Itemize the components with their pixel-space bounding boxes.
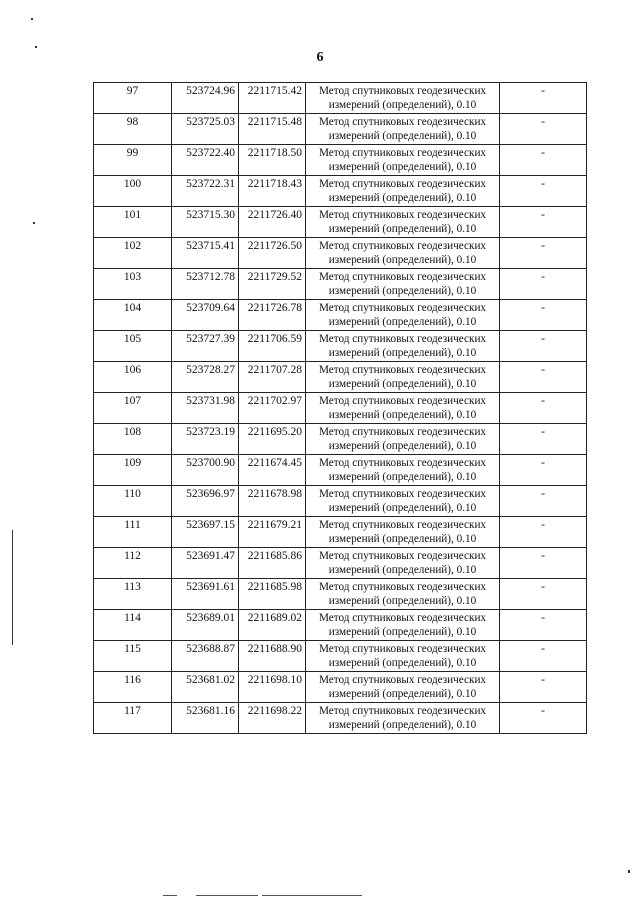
coordinates-table-body (94, 83, 587, 734)
y-coordinate-cell: 2211726.78 (239, 300, 306, 331)
y-coordinate-cell: 2211706.59 (239, 331, 306, 362)
x-coordinate-cell: 523688.87 (172, 641, 239, 672)
extra-cell: - (500, 424, 587, 455)
method-cell (306, 269, 500, 300)
extra-cell: - (500, 176, 587, 207)
x-coordinate-cell: 523712.78 (172, 269, 239, 300)
method-line-1: Метод спутниковых геодезических (318, 178, 487, 190)
method-line-1: Метод спутниковых геодезических (318, 302, 487, 314)
method-line-1: Метод спутниковых геодезических (318, 488, 487, 500)
y-coordinate-cell: 2211718.43 (239, 176, 306, 207)
method-cell (306, 486, 500, 517)
y-coordinate-cell: 2211695.20 (239, 424, 306, 455)
extra-cell: - (500, 207, 587, 238)
y-coordinate-cell: 2211685.98 (239, 579, 306, 610)
method-line-2: измерений (определений), 0.10 (328, 440, 477, 452)
coordinates-table (93, 82, 587, 734)
method-line-2: измерений (определений), 0.10 (328, 719, 477, 731)
method-line-2: измерений (определений), 0.10 (328, 595, 477, 607)
x-coordinate-cell: 523722.40 (172, 145, 239, 176)
table-row (94, 83, 587, 114)
point-number-cell: 116 (94, 672, 172, 703)
method-cell (306, 455, 500, 486)
table-row (94, 145, 587, 176)
method-line-1: Метод спутниковых геодезических (318, 426, 487, 438)
x-coordinate-cell: 523691.47 (172, 548, 239, 579)
y-coordinate-cell: 2211718.50 (239, 145, 306, 176)
y-coordinate-cell: 2211698.22 (239, 703, 306, 734)
point-number-cell: 111 (94, 517, 172, 548)
table-row (94, 362, 587, 393)
table-row (94, 331, 587, 362)
method-line-2: измерений (определений), 0.10 (328, 192, 477, 204)
extra-cell: - (500, 83, 587, 114)
method-cell (306, 300, 500, 331)
x-coordinate-cell: 523728.27 (172, 362, 239, 393)
method-cell (306, 393, 500, 424)
method-cell (306, 424, 500, 455)
method-line-1: Метод спутниковых геодезических (318, 457, 487, 469)
y-coordinate-cell: 2211707.28 (239, 362, 306, 393)
table-row (94, 424, 587, 455)
method-line-2: измерений (определений), 0.10 (328, 316, 477, 328)
extra-cell: - (500, 331, 587, 362)
x-coordinate-cell: 523696.97 (172, 486, 239, 517)
method-cell (306, 238, 500, 269)
y-coordinate-cell: 2211689.02 (239, 610, 306, 641)
method-cell (306, 517, 500, 548)
method-cell (306, 362, 500, 393)
method-cell (306, 579, 500, 610)
point-number-cell: 101 (94, 207, 172, 238)
x-coordinate-cell: 523697.15 (172, 517, 239, 548)
point-number-cell: 97 (94, 83, 172, 114)
extra-cell: - (500, 362, 587, 393)
method-cell (306, 207, 500, 238)
table-row (94, 269, 587, 300)
table-row (94, 486, 587, 517)
table-row (94, 517, 587, 548)
point-number-cell: 110 (94, 486, 172, 517)
scan-speck (35, 46, 37, 48)
x-coordinate-cell: 523700.90 (172, 455, 239, 486)
method-line-2: измерений (определений), 0.10 (328, 347, 477, 359)
method-line-1: Метод спутниковых геодезических (318, 209, 487, 221)
method-cell (306, 114, 500, 145)
y-coordinate-cell: 2211698.10 (239, 672, 306, 703)
method-line-2: измерений (определений), 0.10 (328, 626, 477, 638)
method-line-1: Метод спутниковых геодезических (318, 333, 487, 345)
method-cell (306, 145, 500, 176)
y-coordinate-cell: 2211702.97 (239, 393, 306, 424)
y-coordinate-cell: 2211715.42 (239, 83, 306, 114)
point-number-cell: 100 (94, 176, 172, 207)
method-line-1: Метод спутниковых геодезических (318, 116, 487, 128)
table-row (94, 393, 587, 424)
extra-cell: - (500, 486, 587, 517)
table-row (94, 641, 587, 672)
extra-cell: - (500, 300, 587, 331)
extra-cell: - (500, 455, 587, 486)
method-line-2: измерений (определений), 0.10 (328, 161, 477, 173)
point-number-cell: 109 (94, 455, 172, 486)
x-coordinate-cell: 523727.39 (172, 331, 239, 362)
x-coordinate-cell: 523722.31 (172, 176, 239, 207)
table-row (94, 207, 587, 238)
y-coordinate-cell: 2211674.45 (239, 455, 306, 486)
method-cell (306, 703, 500, 734)
method-line-2: измерений (определений), 0.10 (328, 99, 477, 111)
method-line-1: Метод спутниковых геодезических (318, 674, 487, 686)
x-coordinate-cell: 523724.96 (172, 83, 239, 114)
method-line-2: измерений (определений), 0.10 (328, 533, 477, 545)
method-line-1: Метод спутниковых геодезических (318, 395, 487, 407)
method-line-2: измерений (определений), 0.10 (328, 657, 477, 669)
point-number-cell: 114 (94, 610, 172, 641)
method-line-1: Метод спутниковых геодезических (318, 643, 487, 655)
y-coordinate-cell: 2211715.48 (239, 114, 306, 145)
y-coordinate-cell: 2211688.90 (239, 641, 306, 672)
table-row (94, 176, 587, 207)
y-coordinate-cell: 2211678.98 (239, 486, 306, 517)
table-row (94, 455, 587, 486)
point-number-cell: 108 (94, 424, 172, 455)
page-number: 6 (316, 50, 324, 65)
method-line-2: измерений (определений), 0.10 (328, 378, 477, 390)
method-line-2: измерений (определений), 0.10 (328, 564, 477, 576)
point-number-cell: 112 (94, 548, 172, 579)
method-cell (306, 610, 500, 641)
table-row (94, 579, 587, 610)
method-line-1: Метод спутниковых геодезических (318, 364, 487, 376)
method-cell (306, 672, 500, 703)
scan-speck (33, 222, 35, 224)
scan-edge-line (12, 530, 13, 645)
y-coordinate-cell: 2211726.40 (239, 207, 306, 238)
y-coordinate-cell: 2211679.21 (239, 517, 306, 548)
point-number-cell: 113 (94, 579, 172, 610)
extra-cell: - (500, 548, 587, 579)
point-number-cell: 105 (94, 331, 172, 362)
point-number-cell: 107 (94, 393, 172, 424)
point-number-cell: 115 (94, 641, 172, 672)
table-row (94, 672, 587, 703)
x-coordinate-cell: 523723.19 (172, 424, 239, 455)
extra-cell: - (500, 114, 587, 145)
extra-cell: - (500, 393, 587, 424)
point-number-cell: 103 (94, 269, 172, 300)
x-coordinate-cell: 523691.61 (172, 579, 239, 610)
x-coordinate-cell: 523681.02 (172, 672, 239, 703)
method-line-1: Метод спутниковых геодезических (318, 581, 487, 593)
method-line-2: измерений (определений), 0.10 (328, 254, 477, 266)
extra-cell: - (500, 672, 587, 703)
scan-speck (628, 870, 630, 873)
table-row (94, 238, 587, 269)
method-line-1: Метод спутниковых геодезических (318, 240, 487, 252)
table-row (94, 114, 587, 145)
method-cell (306, 548, 500, 579)
method-line-1: Метод спутниковых геодезических (318, 147, 487, 159)
y-coordinate-cell: 2211729.52 (239, 269, 306, 300)
table-row (94, 703, 587, 734)
method-cell (306, 176, 500, 207)
method-cell (306, 641, 500, 672)
x-coordinate-cell: 523725.03 (172, 114, 239, 145)
table-row (94, 610, 587, 641)
extra-cell: - (500, 641, 587, 672)
method-line-1: Метод спутниковых геодезических (318, 550, 487, 562)
footer-rule (262, 895, 362, 896)
extra-cell: - (500, 610, 587, 641)
scan-speck (31, 18, 33, 20)
point-number-cell: 106 (94, 362, 172, 393)
point-number-cell: 99 (94, 145, 172, 176)
point-number-cell: 104 (94, 300, 172, 331)
y-coordinate-cell: 2211685.86 (239, 548, 306, 579)
footer-rule (163, 895, 177, 896)
method-line-2: измерений (определений), 0.10 (328, 130, 477, 142)
extra-cell: - (500, 145, 587, 176)
method-line-1: Метод спутниковых геодезических (318, 85, 487, 97)
y-coordinate-cell: 2211726.50 (239, 238, 306, 269)
x-coordinate-cell: 523715.41 (172, 238, 239, 269)
method-line-2: измерений (определений), 0.10 (328, 502, 477, 514)
method-line-2: измерений (определений), 0.10 (328, 285, 477, 297)
method-line-1: Метод спутниковых геодезических (318, 705, 487, 717)
extra-cell: - (500, 703, 587, 734)
extra-cell: - (500, 238, 587, 269)
method-line-1: Метод спутниковых геодезических (318, 519, 487, 531)
x-coordinate-cell: 523689.01 (172, 610, 239, 641)
method-line-2: измерений (определений), 0.10 (328, 409, 477, 421)
extra-cell: - (500, 269, 587, 300)
table-row (94, 548, 587, 579)
method-line-2: измерений (определений), 0.10 (328, 223, 477, 235)
point-number-cell: 117 (94, 703, 172, 734)
method-line-1: Метод спутниковых геодезических (318, 271, 487, 283)
point-number-cell: 102 (94, 238, 172, 269)
x-coordinate-cell: 523681.16 (172, 703, 239, 734)
x-coordinate-cell: 523731.98 (172, 393, 239, 424)
table-row (94, 300, 587, 331)
method-cell (306, 331, 500, 362)
extra-cell: - (500, 579, 587, 610)
footer-rule (196, 895, 258, 896)
method-line-1: Метод спутниковых геодезических (318, 612, 487, 624)
extra-cell: - (500, 517, 587, 548)
x-coordinate-cell: 523715.30 (172, 207, 239, 238)
point-number-cell: 98 (94, 114, 172, 145)
method-cell (306, 83, 500, 114)
method-line-2: измерений (определений), 0.10 (328, 688, 477, 700)
x-coordinate-cell: 523709.64 (172, 300, 239, 331)
method-line-2: измерений (определений), 0.10 (328, 471, 477, 483)
